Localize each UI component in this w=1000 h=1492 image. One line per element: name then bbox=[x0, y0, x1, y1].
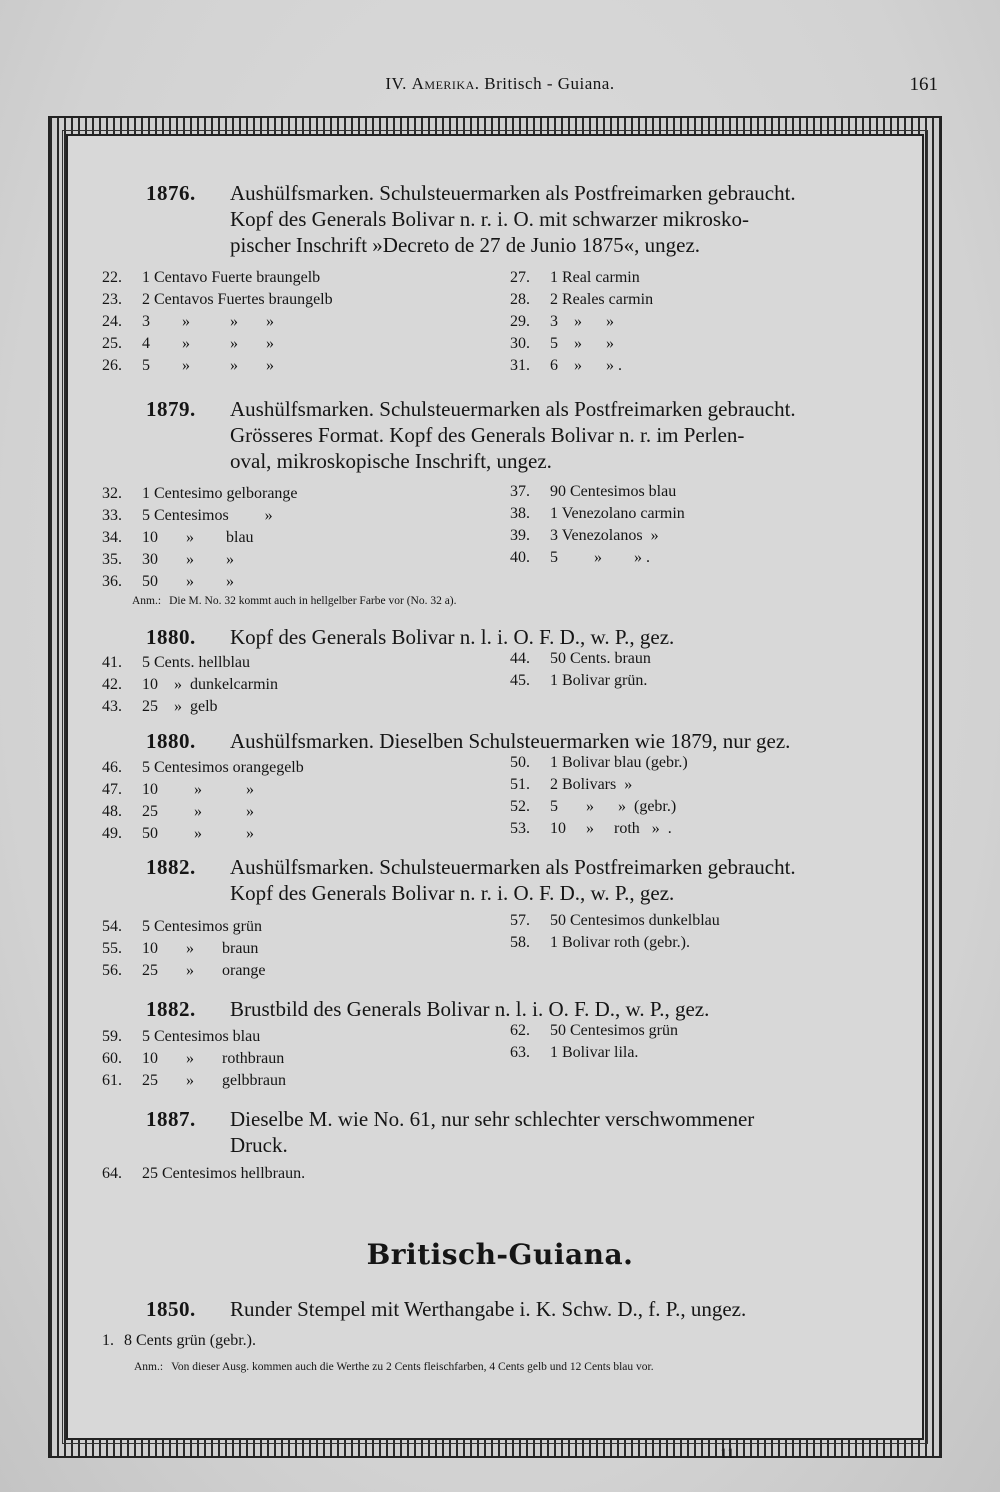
region-name: Amerika. bbox=[411, 74, 480, 93]
issue-heading-1850 bbox=[146, 1296, 890, 1322]
stamp-entry: 34. 10 » blau bbox=[102, 529, 254, 546]
issue-heading-1887 bbox=[146, 1106, 890, 1158]
stamp-entry: 63. 1 Bolivar lila. bbox=[510, 1044, 639, 1061]
country-name: Britisch - Guiana. bbox=[484, 74, 615, 93]
heading-text: Dieselbe M. wie No. 61, nur sehr schlechter verschwommener bbox=[230, 1107, 755, 1131]
stamp-list-left bbox=[102, 1026, 286, 1092]
stamp-entry: 46. 5 Centesimos orangegelb bbox=[102, 759, 304, 776]
stamp-list-right bbox=[510, 910, 720, 954]
stamp-entry: 55. 10 » braun bbox=[102, 940, 259, 957]
issue-year: 1880. bbox=[146, 729, 196, 753]
heading-text: Aushülfsmarken. Schulsteuermarken als Postfreimarken gebraucht. bbox=[230, 181, 796, 205]
stamp-list-left bbox=[102, 1330, 256, 1352]
stamp-list-left bbox=[102, 652, 278, 718]
heading-text: Aushülfsmarken. Schulsteuermarken als Postfreimarken gebraucht. bbox=[230, 397, 796, 421]
stamp-entry: 28. 2 Reales carmin bbox=[510, 291, 654, 308]
stamp-list-right bbox=[510, 1020, 678, 1064]
heading-line: pischer Inschrift »Decreto de 27 de Junio 1875«, ungez. bbox=[230, 233, 701, 257]
issue-heading-1882-brustbild bbox=[146, 996, 890, 1022]
stamp-entry: 54. 5 Centesimos grün bbox=[102, 918, 262, 935]
country-section-title: Britisch-Guiana. bbox=[366, 1238, 634, 1271]
stamp-entry: 40. 5 » » . bbox=[510, 549, 650, 566]
stamp-entry: 44. 50 Cents. braun bbox=[510, 650, 651, 667]
heading-line: oval, mikroskopische Inschrift, ungez. bbox=[230, 449, 552, 473]
stamp-entry: 52. 5 » » (gebr.) bbox=[510, 798, 677, 815]
issue-heading-1882 bbox=[146, 854, 890, 906]
stamp-entry: 42. 10 » dunkelcarmin bbox=[102, 676, 278, 693]
printer-signature: 11 bbox=[720, 1446, 735, 1462]
heading-text: Brustbild des Generals Bolivar n. l. i. O. F. D., w. P., gez. bbox=[230, 997, 710, 1021]
stamp-entry: 45. 1 Bolivar grün. bbox=[510, 672, 648, 689]
stamp-entry: 27. 1 Real carmin bbox=[510, 269, 640, 286]
stamp-list-right bbox=[510, 752, 688, 840]
heading-line: Druck. bbox=[230, 1133, 288, 1157]
stamp-entry: 47. 10 » » bbox=[102, 781, 254, 798]
stamp-entry: 22. 1 Centavo Fuerte braungelb bbox=[102, 269, 321, 286]
stamp-entry: 60. 10 » rothbraun bbox=[102, 1050, 285, 1067]
issue-heading-1879 bbox=[146, 396, 890, 474]
stamp-entry: 37. 90 Centesimos blau bbox=[510, 483, 677, 500]
stamp-entry: 26. 5 » » » bbox=[102, 357, 274, 374]
stamp-entry: 33. 5 Centesimos » bbox=[102, 507, 273, 524]
issue-year: 1879. bbox=[146, 397, 196, 421]
stamp-entry: 36. 50 » » bbox=[102, 573, 234, 590]
issue-year: 1887. bbox=[146, 1107, 196, 1131]
stamp-entry: 64. 25 Centesimos hellbraun. bbox=[102, 1165, 306, 1182]
stamp-entry: 57. 50 Centesimos dunkelblau bbox=[510, 912, 720, 929]
heading-text: Runder Stempel mit Werthangabe i. K. Schw. D., f. P., ungez. bbox=[230, 1297, 747, 1321]
stamp-entry: 35. 30 » » bbox=[102, 551, 234, 568]
stamp-entry: 53. 10 » roth » . bbox=[510, 820, 672, 837]
stamp-entry: 38. 1 Venezolano carmin bbox=[510, 505, 685, 522]
heading-line bbox=[146, 854, 890, 880]
stamp-list-right bbox=[510, 648, 651, 692]
issue-year: 1880. bbox=[146, 625, 196, 649]
stamp-entry: 39. 3 Venezolanos » bbox=[510, 527, 659, 544]
stamp-list-left bbox=[102, 483, 298, 593]
stamp-entry: 49. 50 » » bbox=[102, 825, 254, 842]
page-number: 161 bbox=[909, 74, 938, 95]
heading-line: Grösseres Format. Kopf des Generals Bolivar n. r. im Perlen- bbox=[230, 423, 745, 447]
stamp-entry: 41. 5 Cents. hellblau bbox=[102, 654, 250, 671]
stamp-entry: 30. 5 » » bbox=[510, 335, 614, 352]
note-text: Von dieser Ausg. kommen auch die Werthe zu 2 Cents fleischfarben, 4 Cents gelb und 12 Cents blau vor. bbox=[171, 1361, 654, 1373]
stamp-list-left bbox=[102, 267, 333, 377]
heading-line bbox=[146, 728, 890, 754]
note-text: Die M. No. 32 kommt auch in hellgelber Farbe vor (No. 32 a). bbox=[169, 595, 457, 607]
stamp-entry: 56. 25 » orange bbox=[102, 962, 266, 979]
footnote bbox=[132, 594, 457, 608]
stamp-entry: 25. 4 » » » bbox=[102, 335, 274, 352]
heading-text: Aushülfsmarken. Dieselben Schulsteuermarken wie 1879, nur gez. bbox=[230, 729, 791, 753]
heading-line bbox=[146, 996, 890, 1022]
heading-line: Kopf des Generals Bolivar n. r. i. O. F. D., w. P., gez. bbox=[230, 881, 675, 905]
issue-heading-1880-aushuelfsmarken bbox=[146, 728, 890, 754]
stamp-entry: 23. 2 Centavos Fuertes braungelb bbox=[102, 291, 333, 308]
stamp-entry: 61. 25 » gelbbraun bbox=[102, 1072, 286, 1089]
heading-line bbox=[146, 180, 890, 206]
heading-line bbox=[146, 624, 890, 650]
stamp-entry: 24. 3 » » » bbox=[102, 313, 274, 330]
issue-heading-1880 bbox=[146, 624, 890, 650]
stamp-entry: 31. 6 » » . bbox=[510, 357, 622, 374]
heading-text: Aushülfsmarken. Schulsteuermarken als Postfreimarken gebraucht. bbox=[230, 855, 796, 879]
heading-line bbox=[146, 1106, 890, 1132]
stamp-list-left bbox=[102, 757, 304, 845]
issue-heading-1876 bbox=[146, 180, 890, 258]
stamp-list-left bbox=[102, 1163, 305, 1185]
stamp-entry: 58. 1 Bolivar roth (gebr.). bbox=[510, 934, 690, 951]
stamp-entry: 48. 25 » » bbox=[102, 803, 254, 820]
heading-text: Kopf des Generals Bolivar n. l. i. O. F. D., w. P., gez. bbox=[230, 625, 675, 649]
issue-year: 1882. bbox=[146, 997, 196, 1021]
heading-line bbox=[146, 1296, 890, 1322]
stamp-entry: 51. 2 Bolivars » bbox=[510, 776, 633, 793]
stamp-entry: 50. 1 Bolivar blau (gebr.) bbox=[510, 754, 688, 771]
stamp-entry: 29. 3 » » bbox=[510, 313, 614, 330]
note-label: Anm.: bbox=[134, 1361, 164, 1373]
section-number: IV. bbox=[385, 74, 407, 93]
stamp-entry: 32. 1 Centesimo gelborange bbox=[102, 485, 298, 502]
heading-line: Kopf des Generals Bolivar n. r. i. O. mit schwarzer mikrosko- bbox=[230, 207, 750, 231]
stamp-list-right bbox=[510, 267, 653, 377]
stamp-entry: 43. 25 » gelb bbox=[102, 698, 218, 715]
heading-line bbox=[146, 396, 890, 422]
issue-year: 1876. bbox=[146, 181, 196, 205]
stamp-list-right bbox=[510, 481, 685, 569]
issue-year: 1850. bbox=[146, 1297, 196, 1321]
footnote bbox=[134, 1360, 654, 1374]
note-label: Anm.: bbox=[132, 595, 162, 607]
stamp-entry: 62. 50 Centesimos grün bbox=[510, 1022, 678, 1039]
issue-year: 1882. bbox=[146, 855, 196, 879]
stamp-entry: 59. 5 Centesimos blau bbox=[102, 1028, 261, 1045]
stamp-entry: 1. 8 Cents grün (gebr.). bbox=[102, 1332, 256, 1349]
stamp-list-left bbox=[102, 916, 266, 982]
